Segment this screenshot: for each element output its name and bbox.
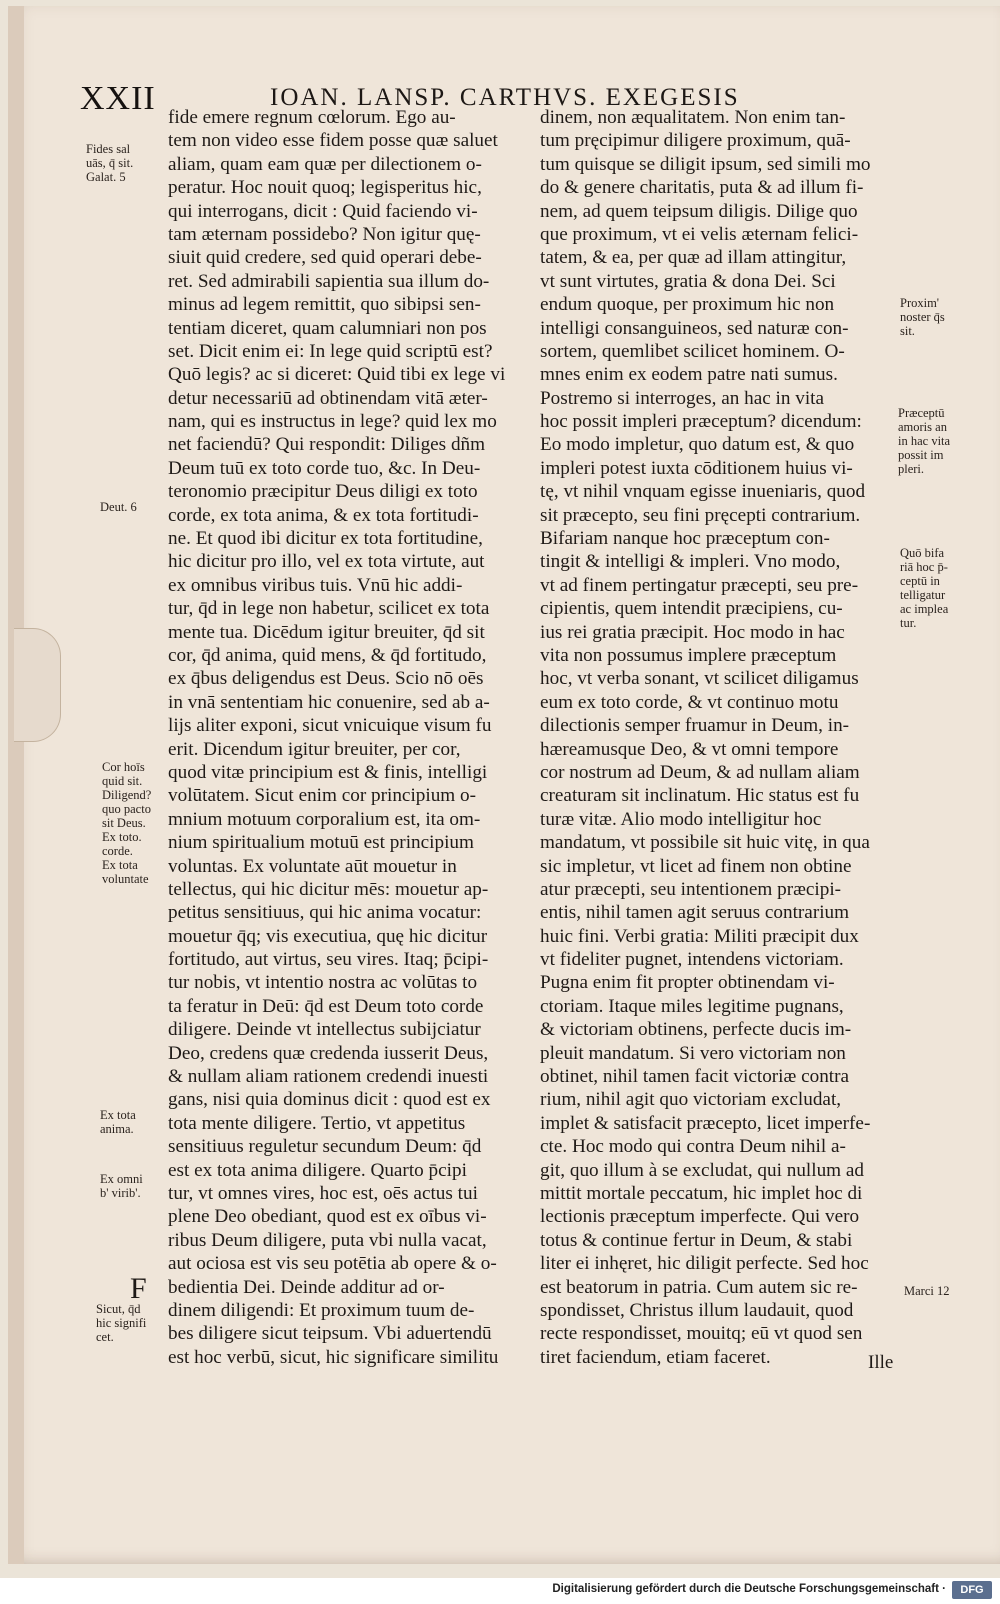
text-line: mittit mortale peccatum, hic implet hoc di (540, 1182, 863, 1204)
text-line: implet & satisfacit præcepto, licet imperfe- (540, 1112, 871, 1134)
margin-note-line: Ex tota (102, 858, 138, 872)
margin-note-line: anima. (100, 1122, 134, 1136)
margin-note-cor (102, 760, 151, 886)
text-line: Quō legis? ac si diceret: Quid tibi ex lege vi (168, 364, 506, 386)
margin-note-marci (904, 1284, 949, 1298)
margin-note-line: sit. (900, 324, 915, 338)
margin-note-line: uās, q̄ sit. (86, 156, 134, 170)
margin-note-viribus (100, 1172, 143, 1200)
text-line: liter ei inhęret, hic diligit perfecte. Sed hoc (540, 1253, 869, 1275)
text-line: tę, vt nihil vnquam egisse inueniaris, quod (540, 481, 866, 503)
text-line: cor, q̄d anima, quid mens, & q̄d fortitudo, (168, 644, 487, 666)
folio-number: XXII (80, 80, 156, 117)
margin-note-line: in hac vita (898, 434, 951, 448)
margin-note-line: Cor hoīs (102, 760, 145, 774)
text-line: peratur. Hoc nouit quoq; legisperitus hic, (168, 177, 482, 199)
text-line: Pugna enim fit propter obtinendam vi- (540, 972, 835, 994)
text-line: est beatorum in patria. Cum autem sic re- (540, 1276, 858, 1298)
margin-note-sicut (96, 1302, 146, 1344)
margin-note-line: Præceptū (898, 406, 945, 420)
text-line: ex omnibus viribus tuis. Vnū hic addi- (168, 574, 463, 596)
text-line: nam, qui es instructus in lege? quid lex mo (168, 411, 497, 433)
margin-note-line: Marci 12 (904, 1284, 950, 1298)
margin-note-line: corde. (102, 844, 133, 858)
text-line: ex q̄bus deligendus est Deus. Scio nō oēs (168, 668, 484, 690)
text-line: voluntas. Ex voluntate aūt mouetur in (168, 855, 457, 877)
margin-note-line: cet. (96, 1330, 114, 1344)
text-line: spondisset, Christus illum laudauit, quod (540, 1299, 854, 1321)
margin-note-line: riā hoc p̄- (900, 560, 948, 574)
text-line: quod vitæ principium est & finis, intelligi (168, 761, 488, 783)
text-line: cte. Hoc modo qui contra Deum nihil a- (540, 1136, 846, 1158)
text-line: tam æternam possidebo? Non igitur quę- (168, 223, 481, 245)
margin-note-line: Sicut, q̄d (96, 1302, 141, 1316)
margin-note-line: tur. (900, 616, 917, 630)
text-line: fortitudo, aut virtus, seu vires. Itaq; p̄cipi- (168, 949, 489, 971)
text-line: in vnā sententiam hic conuenire, sed ab a- (168, 691, 490, 713)
margin-note-line: quid sit. (102, 774, 143, 788)
text-line: qui interrogans, dicit : Quid faciendo vi- (168, 200, 478, 222)
margin-note-line: pleri. (898, 462, 925, 476)
margin-note-line: voluntate (102, 872, 149, 886)
text-line: fide emere regnum cœlorum. Ego au- (168, 107, 456, 128)
text-line: net faciendū? Qui respondit: Diliges dñm (168, 434, 486, 456)
text-line: dilectionis semper fruamur in Deum, in- (540, 715, 850, 737)
page-tab-notch (14, 628, 61, 742)
text-line: minus ad legem remittit, quo sibipsi sen- (168, 294, 481, 316)
text-line: aliam, quam eam quæ per dilectionem o- (168, 153, 482, 175)
text-line: aut ociosa est vis seu potētia ab opere & o- (168, 1253, 497, 1275)
text-line: ret. Sed admirabili sapientia sua illum do- (168, 270, 490, 292)
text-line: atur præcepti, seu intentionem præcipi- (540, 878, 842, 900)
text-line: mnes enim ex eodem patre nati sumus. (540, 364, 838, 386)
text-line: Deum tuū ex toto corde tuo, &c. In Deu- (168, 457, 481, 479)
margin-note-line: Ex omni (100, 1172, 143, 1186)
margin-note-line: Proxim' (900, 296, 940, 310)
text-line: mente tua. Dicēdum igitur breuiter, q̄d sit (168, 621, 485, 643)
text-line: bes diligere sicut teipsum. Vbi aduertendū (168, 1323, 492, 1345)
margin-note-line: Galat. 5 (86, 170, 126, 184)
margin-note-line: Deut. 6 (100, 500, 137, 514)
text-line: corde, ex tota anima, & ex tota fortitudi- (168, 504, 479, 526)
text-line: tiret faciendum, etiam faceret. (540, 1346, 771, 1368)
margin-note-line: Quō bifa (900, 546, 945, 560)
text-line: nium spiritualium motuū est principium (168, 832, 474, 854)
text-line: est ex tota anima diligere. Quarto p̄cipi (168, 1159, 467, 1181)
text-line: teronomio præcipitur Deus diligi ex toto (168, 481, 478, 503)
margin-note-line: b' virib'. (100, 1186, 141, 1200)
text-line: vita non possumus implere præceptum (540, 644, 837, 666)
text-line: lijs aliter exponi, sicut vnicuique visum fu (168, 715, 492, 737)
text-line: hoc possit impleri præceptum? dicendum: (540, 411, 862, 433)
text-line: plene Deo obediant, quod est ex oībus vi- (168, 1206, 487, 1228)
margin-note-line: amoris an (898, 420, 947, 434)
text-line: set. Dicit enim ei: In lege quid scriptū est? (168, 340, 493, 362)
running-title: IOAN. LANSP. CARTHVS. EXEGESIS (270, 84, 740, 111)
text-line: tum quisque se diligit ipsum, sed simili mo (540, 153, 871, 175)
page-gutter-shadow (8, 6, 24, 1564)
text-line: tatem, & ea, per quæ ad illam attingitur, (540, 247, 847, 269)
text-line: tur nobis, vt intentio nostra ac volūtas to (168, 972, 478, 994)
text-line: ta feratur in Deū: q̄d est Deum toto corde (168, 995, 484, 1017)
text-line: tellectus, qui hic dicitur mēs: mouetur ap- (168, 878, 489, 900)
text-line: tur, vt omnes vires, hoc est, oēs actus tui (168, 1182, 478, 1204)
text-line: impleri potest iuxta cōditionem huius vi- (540, 457, 853, 479)
text-line: nem, ad quem teipsum diligis. Dilige quo (540, 200, 858, 222)
text-line: petitus sensitiuus, qui hic anima vocatur: (168, 902, 482, 924)
margin-note-line: possit im (898, 448, 944, 462)
margin-note-line: Ex toto. (102, 830, 142, 844)
text-line: & nullam aliam rationem credendi inuesti (168, 1066, 489, 1088)
text-line: sic impletur, vt licet ad finem non obtine (540, 855, 852, 877)
text-line: erit. Dicendum igitur breuiter, per cor, (168, 738, 461, 760)
text-line: sit præcepto, seu fini pręcepti contrarium. (540, 504, 861, 526)
margin-note-bifariam (900, 546, 948, 630)
text-line: Bifariam nanque hoc præceptum con- (540, 528, 830, 550)
text-line: ne. Et quod ibi dicitur ex tota fortitudine, (168, 528, 483, 550)
text-line: git, quo illum à se excludat, qui nullum ad (540, 1159, 865, 1181)
margin-note-line: quo pacto (102, 802, 151, 816)
text-line: gans, nisi quia dominus dicit : quod est ex (168, 1089, 491, 1111)
text-line: est hoc verbū, sicut, hic significare similitu (168, 1346, 499, 1368)
margin-note-line: noster q̄s (900, 310, 945, 324)
text-line: dinem, non æqualitatem. Non enim tan- (540, 107, 846, 128)
margin-note-line: Diligend? (102, 788, 152, 802)
text-line: tem non video esse fidem posse quæ saluet (168, 130, 498, 152)
margin-note-fides (86, 142, 133, 184)
text-line: mouetur q̄q; vis executiua, quę hic dicitur (168, 925, 488, 947)
text-line: recte respondisset, mouitq; eū vt quod sen (540, 1323, 863, 1345)
catchword: Ille (868, 1352, 894, 1373)
text-line: tentiam diceret, quam calumniari non pos (168, 317, 487, 339)
text-line: & victoriam obtinens, perfecte ducis im- (540, 1019, 852, 1041)
margin-note-line: Fides sal (86, 142, 131, 156)
margin-note-line: telligatur (900, 588, 946, 602)
section-mark: F (130, 1272, 147, 1305)
text-line: sensitiuus reguletur secundum Deum: q̄d (168, 1136, 482, 1158)
margin-note-anima (100, 1108, 136, 1136)
text-line: ctoriam. Itaque miles legitime pugnans, (540, 995, 844, 1017)
text-line: Deo, credens quæ credenda iusserit Deus, (168, 1042, 489, 1064)
text-line: cipientis, quem intendit præcipiens, cu- (540, 598, 843, 620)
text-line: entis, nihil tamen agit seruus contrarium (540, 902, 850, 924)
text-line: siuit quid credere, sed quid operari debe- (168, 247, 482, 269)
text-line: intelligi consanguineos, sed naturæ con- (540, 317, 849, 339)
left-text-column (168, 106, 548, 1369)
text-line: vt sunt virtutes, gratia & dona Dei. Sci (540, 270, 836, 292)
text-line: obtinet, nihil tamen facit victoriæ contra (540, 1066, 850, 1088)
margin-note-line: ac implea (900, 602, 949, 616)
text-line: pleuit mandatum. Si vero victoriam non (540, 1042, 846, 1064)
text-line: tota mente diligere. Tertio, vt appetitus (168, 1112, 466, 1134)
margin-note-line: Ex tota (100, 1108, 136, 1122)
text-line: creaturam sit inclinatum. Hic status est fu (540, 785, 860, 807)
text-line: Eo modo impletur, quo datum est, & quo (540, 434, 855, 456)
text-line: volūtatem. Sicut enim cor principium o- (168, 785, 477, 807)
margin-note-praeceptum (898, 406, 950, 476)
text-line: vt fideliter pugnet, intendens victoriam. (540, 949, 844, 971)
text-line: tum pręcipimur diligere proximum, quā- (540, 130, 851, 152)
text-line: rium, nihil agit quo victoriam excludat, (540, 1089, 842, 1111)
text-line: hoc, vt verba sonant, vt scilicet diligamus (540, 668, 859, 690)
text-line: lectionis præceptum imperfecte. Qui vero (540, 1206, 860, 1228)
text-line: huic fini. Verbi gratia: Militi præcipit dux (540, 925, 859, 947)
right-text-column (540, 106, 910, 1369)
text-line: ribus Deum diligere, puta vbi nulla vacat, (168, 1229, 487, 1251)
text-line: do & genere charitatis, puta & ad illum fi- (540, 177, 864, 199)
margin-note-line: ceptū in (900, 574, 940, 588)
text-line: dinem diligendi: Et proximum tuum de- (168, 1299, 475, 1321)
text-line: cor nostrum ad Deum, & ad nullam aliam (540, 761, 860, 783)
text-line: turæ vitæ. Alio modo intelligitur hoc (540, 808, 822, 830)
text-line: endum quoque, per proximum hic non (540, 294, 835, 316)
text-line: diligere. Deinde vt intellectus subijciatur (168, 1019, 481, 1041)
margin-note-proximus (900, 296, 945, 338)
text-line: Postremo si interroges, an hac in vita (540, 387, 825, 409)
text-line: detur necessariū ad obtinendam vitā æter- (168, 387, 488, 409)
text-line: mandatum, vt possibile sit huic vitę, in qua (540, 832, 870, 854)
text-line: sortem, quemlibet scilicet hominem. O- (540, 340, 845, 362)
text-line: vt ad finem pertingatur præcepti, seu pre- (540, 574, 859, 596)
margin-note-deut (100, 500, 137, 514)
text-line: hic dicitur pro illo, vel ex tota virtute, aut (168, 551, 485, 573)
margin-note-line: hic signifi (96, 1316, 147, 1330)
margin-note-line: sit Deus. (102, 816, 146, 830)
funding-credit: Digitalisierung gefördert durch die Deutsche Forschungsgemeinschaft · (552, 1583, 946, 1595)
dfg-logo: DFG (952, 1581, 992, 1599)
text-line: totus & continue fertur in Deum, & stabi (540, 1229, 853, 1251)
footer-bar (0, 1578, 1000, 1604)
text-line: tingit & intelligi & impleri. Vno modo, (540, 551, 841, 573)
text-line: eum ex toto corde, & vt continuo motu (540, 691, 839, 713)
text-line: bedientia Dei. Deinde additur ad or- (168, 1276, 445, 1298)
text-line: mnium motuum corporalium est, ita om- (168, 808, 481, 830)
text-line: que proximum, vt ei velis æternam felici- (540, 223, 859, 245)
text-line: ius rei gratia præcipit. Hoc modo in hac (540, 621, 845, 643)
text-line: hæreamusque Deo, & vt omni tempore (540, 738, 839, 760)
text-line: tur, q̄d in lege non habetur, scilicet ex tota (168, 598, 490, 620)
